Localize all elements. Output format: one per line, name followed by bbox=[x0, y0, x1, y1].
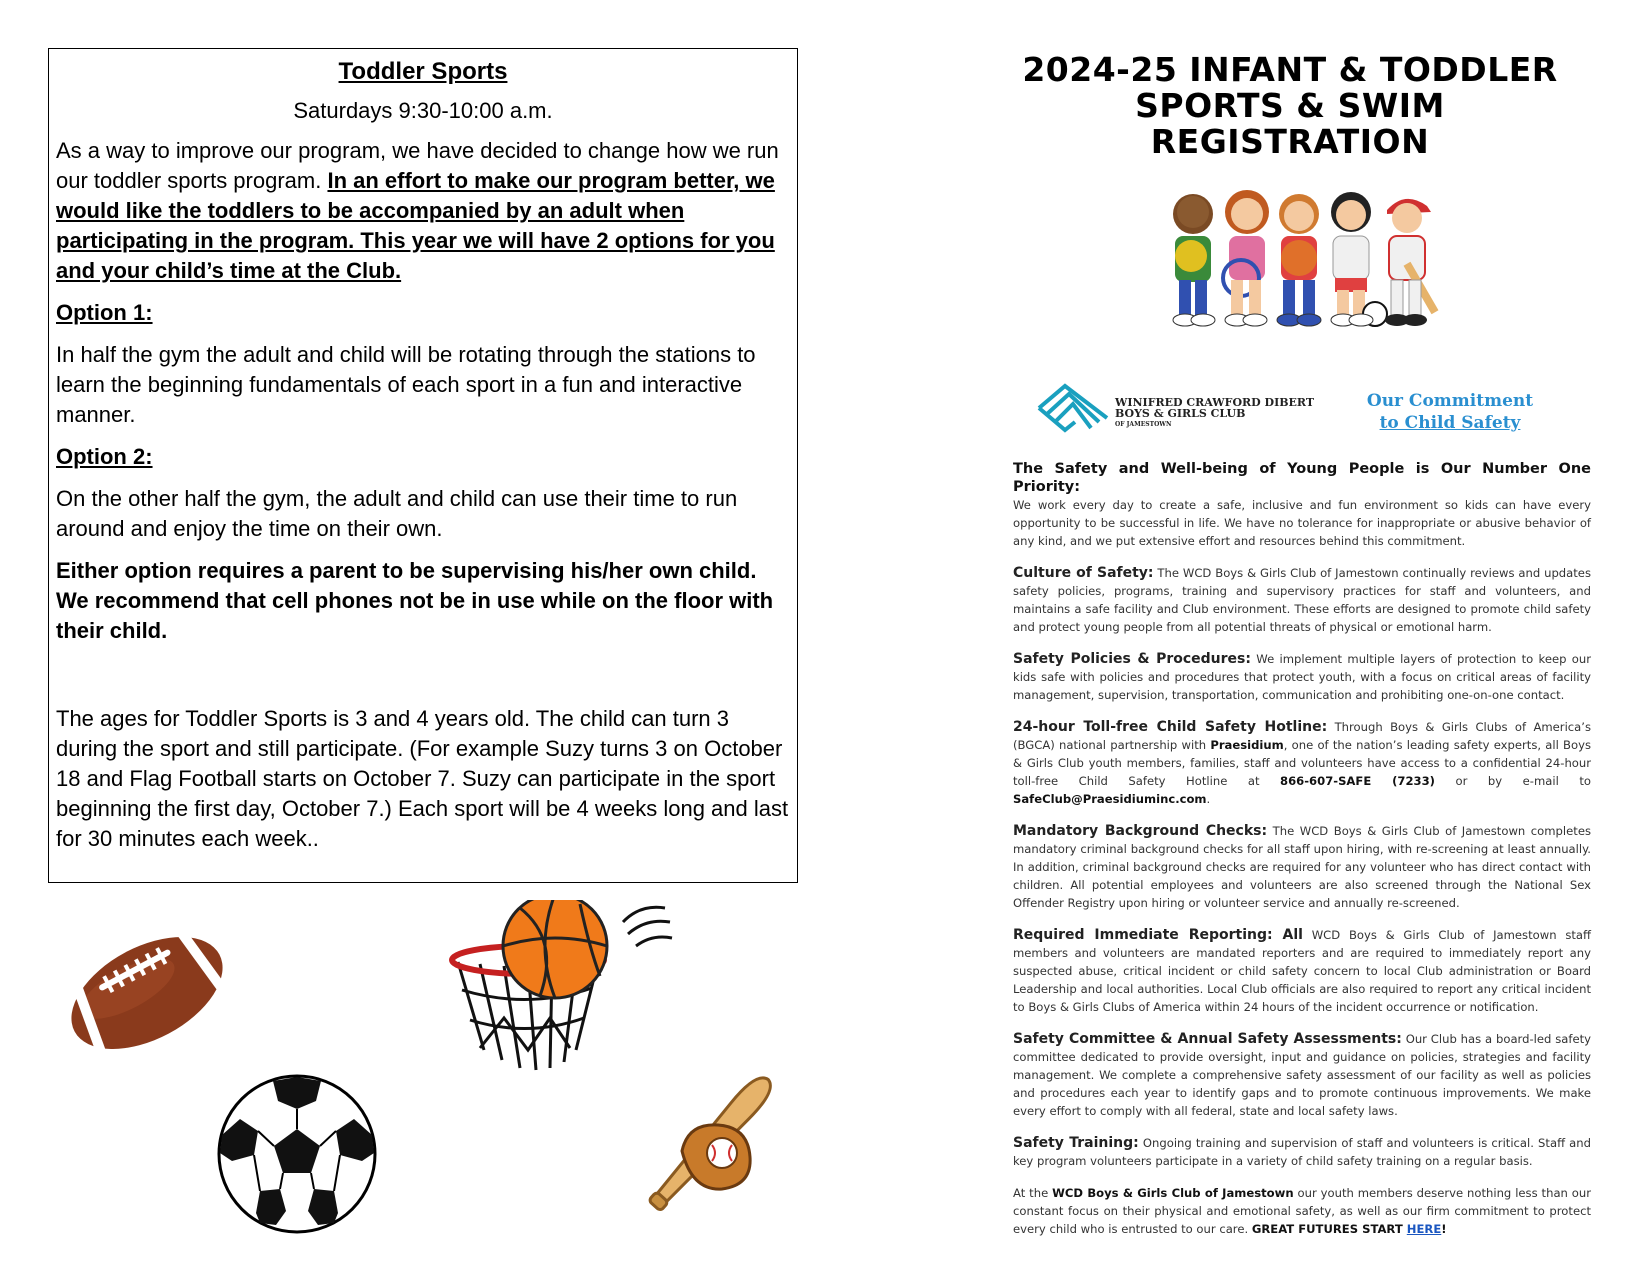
reporting-heading: Required Immediate Reporting: All bbox=[1013, 927, 1303, 943]
training-section bbox=[1013, 1134, 1591, 1170]
closing-club-name: WCD Boys & Girls Club of Jamestown bbox=[1052, 1186, 1294, 1200]
club-name-line-1: WINIFRED CRAWFORD DIBERT bbox=[1115, 396, 1315, 409]
hotline-text-2: , one of the nation’s leading safety experts, all Boys & Girls Club youth members, families, staff and volunteers have access to a confidential 24-hour toll-free Child Safety Hotline at bbox=[1013, 738, 1592, 788]
policies-section bbox=[1013, 650, 1591, 704]
hotline-phone: 866-607-SAFE (7233) bbox=[1280, 774, 1435, 788]
soccer-ball-icon bbox=[216, 1073, 378, 1235]
intro-paragraph bbox=[56, 136, 790, 286]
committee-heading: Safety Committee & Annual Safety Assessments: bbox=[1013, 1031, 1402, 1047]
policies-heading: Safety Policies & Procedures: bbox=[1013, 651, 1251, 667]
great-futures-text: GREAT FUTURES START bbox=[1251, 1222, 1407, 1236]
intro-text: We work every day to create a safe, inclusive and fun environment so kids can have every opportunity to be successful in life. We have no tolerance for inappropriate or abusive behavior of any kind, and we put extensive effort and resources behind this commitment. bbox=[1013, 498, 1591, 548]
policies-text: We implement multiple layers of protection to keep our kids safe with policies and procedures that protect youth, with a focus on critical areas of facility management, supervision, transportation, communication and prohibiting one-on-one contact. bbox=[1013, 652, 1591, 702]
intro-heading: The Safety and Well-being of Young People is Our Number One Priority: bbox=[1013, 461, 1591, 495]
option2-label: Option 2: bbox=[56, 444, 153, 469]
commitment-line-2: to Child Safety bbox=[1379, 413, 1521, 433]
football-icon bbox=[62, 928, 232, 1058]
hotline-section bbox=[1013, 718, 1591, 808]
hotline-email: SafeClub@Praesidiuminc.com bbox=[1013, 792, 1207, 806]
registration-title bbox=[960, 52, 1620, 160]
child-safety-statement bbox=[1013, 460, 1591, 1238]
commitment-heading bbox=[1355, 390, 1545, 434]
toddler-sports-title: Toddler Sports bbox=[338, 58, 508, 85]
praesidium-name: Praesidium bbox=[1210, 738, 1284, 752]
culture-section bbox=[1013, 564, 1591, 636]
hotline-heading: 24-hour Toll-free Child Safety Hotline: bbox=[1013, 719, 1328, 735]
closing-section bbox=[1013, 1184, 1591, 1238]
club-name-line-2: BOYS & GIRLS CLUB bbox=[1115, 407, 1246, 420]
hotline-text-1: Through Boys & Girls Clubs of America’s (BGCA) national partnership with bbox=[1013, 720, 1591, 752]
club-name-line-3: OF JAMESTOWN bbox=[1115, 421, 1172, 428]
schedule-text: Saturdays 9:30-10:00 a.m. bbox=[293, 98, 553, 123]
closing-text-2: our youth members deserve nothing less than our constant focus on their physical and emotional safety, as well as our firm commitment to protect every child who is entrusted to our care. bbox=[1013, 1186, 1592, 1236]
training-text: Ongoing training and supervision of staff and volunteers is critical. Staff and key program volunteers participate in a variety of child safety training on a regular basis. bbox=[1013, 1136, 1591, 1168]
club-logo-icon bbox=[1035, 382, 1111, 434]
option1-text: In half the gym the adult and child will be rotating through the stations to learn the beginning fundamentals of each sport in a fun and interactive manner. bbox=[56, 342, 756, 427]
hotline-text-3: or by e-mail to bbox=[1434, 774, 1591, 788]
here-link[interactable]: HERE bbox=[1406, 1222, 1442, 1236]
committee-text: Our Club has a board-led safety committee dedicated to provide oversight, input and guidance on policies, strategies and facility management. We complete a comprehensive safety assessment of our facility as well as policies and procedures each year to identify gaps and to promote continuous improvements. We make every effort to comply with all federal, state and local safety laws. bbox=[1013, 1032, 1591, 1118]
club-logo-row bbox=[1035, 382, 1555, 438]
kids-sports-clipart bbox=[1165, 190, 1445, 330]
background-checks-section bbox=[1013, 822, 1591, 912]
background-text: The WCD Boys & Girls Club of Jamestown completes mandatory criminal background checks for all staff upon hiring, with re-screening at least annually. In addition, criminal background checks are required for any volunteer who has direct contact with children. All potential employees and volunteers are also screened through the National Sex Offender Registry upon hiring or volunteer service and annually re-screened. bbox=[1013, 824, 1591, 910]
ages-text: The ages for Toddler Sports is 3 and 4 years old. The child can turn 3 during the sport and still participate. (For example Suzy turns 3 on October 18 and Flag Football starts on October 7. Suzy can participate in the sport beginning the first day, October 7.) Each sport will be 4 weeks long and last for 30 minutes each week.. bbox=[56, 706, 789, 851]
supervision-text: Either option requires a parent to be supervising his/her own child. We recommend that cell phones not be in use while on the floor with their child. bbox=[56, 558, 774, 643]
culture-heading: Culture of Safety: bbox=[1013, 565, 1154, 581]
option2-text: On the other half the gym, the adult and child can use their time to run around and enjoy the time on their own. bbox=[56, 486, 738, 541]
intro-section bbox=[1013, 460, 1591, 550]
title-line-2: SPORTS & SWIM bbox=[1135, 86, 1445, 125]
title-line-3: REGISTRATION bbox=[1150, 122, 1430, 161]
intro-plain: As a way to improve our program, we have decided to change how we run our toddler sports program. bbox=[56, 138, 779, 193]
closing-text-1: At the bbox=[1013, 1186, 1053, 1200]
background-heading: Mandatory Background Checks: bbox=[1013, 823, 1268, 839]
reporting-text: WCD Boys & Girls Club of Jamestown staff members and volunteers are mandated reporters and are required to immediately report any suspected abuse, critical incident or child safety concern to local Club administration or Board Leadership and local authorities. Local Club officials are also required to report any critical incident to Boys & Girls Clubs of America within 24 hours of the incident occurrence or notification. bbox=[1013, 928, 1591, 1014]
title-line-1: 2024-25 INFANT & TODDLER bbox=[1022, 50, 1558, 89]
committee-section bbox=[1013, 1030, 1591, 1120]
commitment-line-1: Our Commitment bbox=[1366, 391, 1534, 411]
baseball-bat-glove-icon bbox=[640, 1053, 800, 1213]
toddler-sports-box bbox=[48, 48, 798, 883]
hotline-text-4: . bbox=[1206, 792, 1211, 806]
closing-exclamation: ! bbox=[1441, 1222, 1447, 1236]
reporting-section bbox=[1013, 926, 1591, 1016]
culture-text: The WCD Boys & Girls Club of Jamestown continually reviews and updates safety policies, programs, training and supervisory practices for staff and volunteers, and maintains a safe facility and Club environment. These efforts are designed to promote child safety and protect young people from all potential threats of physical or emotional harm. bbox=[1013, 566, 1591, 634]
option1-label: Option 1: bbox=[56, 300, 153, 325]
training-heading: Safety Training: bbox=[1013, 1135, 1139, 1151]
club-name bbox=[1115, 397, 1314, 430]
intro-emphasis: In an effort to make our program better, we would like the toddlers to be accompanied by an adult when participating in the program. This year we will have 2 options for you and your child’s time at the Club. bbox=[56, 168, 775, 283]
